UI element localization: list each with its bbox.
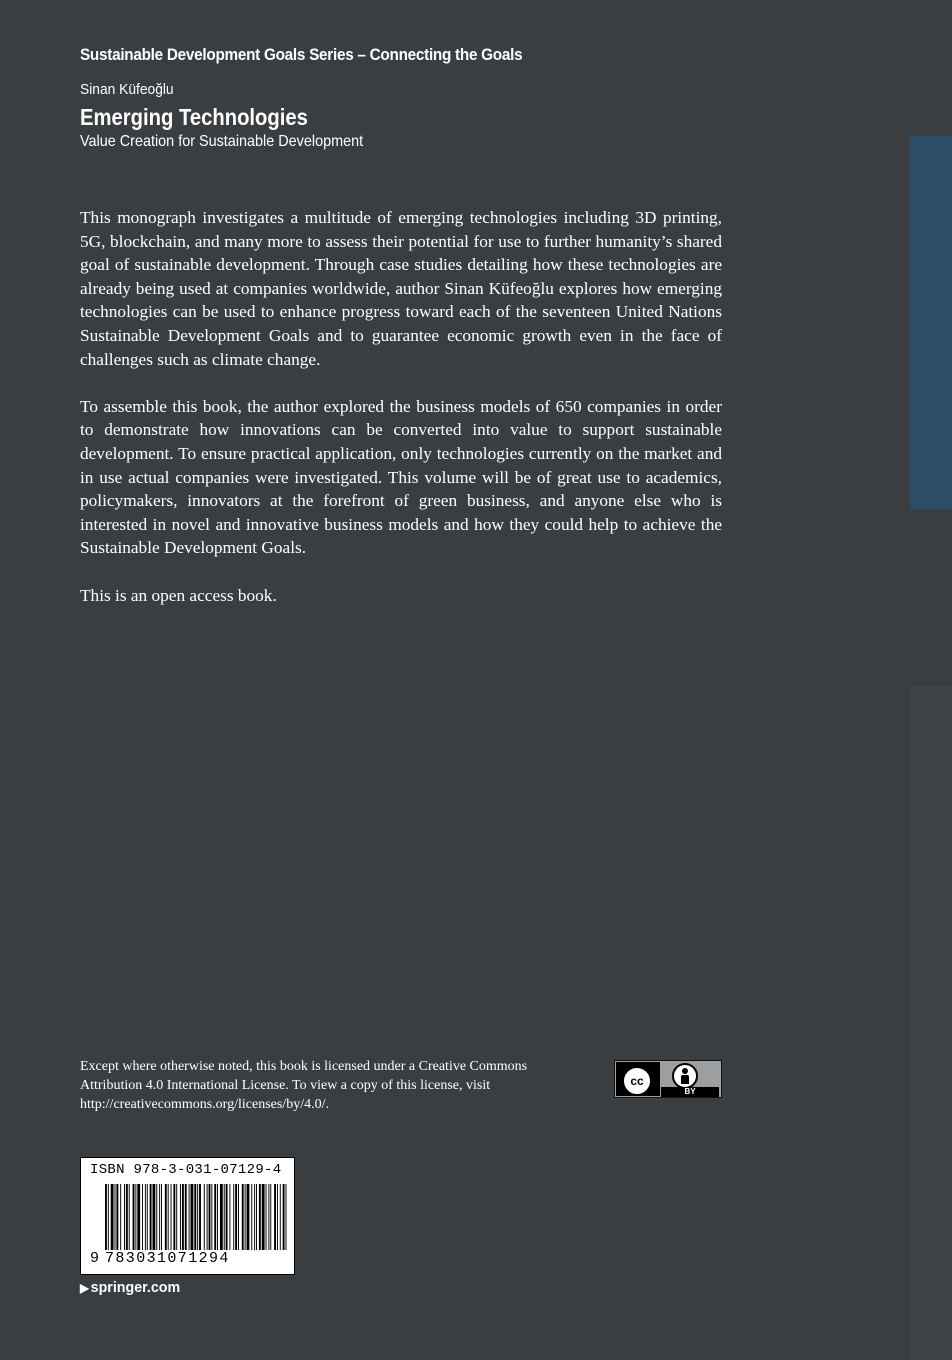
barcode-stripe [242,1184,244,1250]
barcode-stripe [115,1184,116,1250]
blurb-paragraph-3: This is an open access book. [80,585,277,605]
barcode-stripe [233,1184,234,1250]
barcode-stripe [124,1184,125,1250]
license-notice: Except where otherwise noted, this book is licensed under a Creative Commons Attribution 4.0 International License. To view a copy of this license, visit http://creativecommons.org/licenses/by/4.0/. [80,1059,528,1112]
barcode-stripe [120,1184,121,1250]
barcode-stripe [262,1184,265,1250]
barcode-stripe [286,1184,287,1250]
book-subtitle: Value Creation for Sustainable Development [80,133,364,150]
publisher-link-text: springer.com [90,1279,181,1296]
barcode-stripe [274,1184,276,1250]
barcode-stripe [129,1184,130,1250]
barcode-stripe [137,1184,140,1250]
barcode-stripe [116,1184,118,1250]
barcode-stripe [165,1184,167,1250]
barcode-stripe [189,1184,190,1250]
blurb-paragraph-1: This monograph investigates a multitude of emerging technologies including 3D printing, 5G, blockchain, and many more to assess their potential for use to further humanity’s shared goal of sustainable development. Through case studies detailing how these technologies are already being used at companies worldwide, author Sinan Küfeoğlu explores how emerging technologies can be used to enhance progress toward each of the seventeen United Nations Sustainable Development Goals and to guarantee economic growth even in the face of challenges such as climate change. [80,208,722,369]
spine-lower-band [910,686,952,1360]
barcode-stripe [147,1184,148,1250]
barcode-stripe [245,1184,246,1250]
cc-logo-icon: cc [622,1066,652,1096]
barcode-stripe [217,1184,218,1250]
barcode-stripe [204,1184,205,1250]
barcode-stripe [182,1184,184,1250]
barcode-stripe [268,1184,269,1250]
cc-badge-left-panel [616,1062,660,1096]
isbn-barcode [80,1157,295,1275]
barcode-stripe [280,1184,281,1250]
cover-header [80,45,730,151]
barcode-stripe [247,1184,250,1250]
barcode-stripe [266,1184,267,1250]
barcode-stripe [207,1184,208,1250]
series-title: Sustainable Development Goals Series – Connecting the Goals [80,45,523,64]
barcode-stripe [142,1184,143,1250]
play-arrow-icon: ▶ [80,1281,89,1295]
barcode-stripe [135,1184,136,1250]
barcode-stripe [159,1184,160,1250]
barcode-stripe [220,1184,223,1250]
barcode-stripe [108,1184,109,1250]
barcode-stripe [259,1184,261,1250]
book-title: Emerging Technologies [80,104,308,130]
attribution-person-icon [672,1063,698,1089]
barcode-stripe [161,1184,162,1250]
barcode-stripe [153,1184,156,1250]
barcode-stripe [150,1184,152,1250]
barcode-stripe [226,1184,228,1250]
blurb-paragraph-2: To assemble this book, the author explored the business models of 650 companies in order to demonstrate how innovations can be converted into value to support sustainable development. To ensure practical application, only technologies currently on the market and in use actual companies were investigated. This volume will be of great use to academics, policymakers, innovators at the forefront of green business, and anyone else who is interested in novel and innovative business models and how they could help to achieve the Sustainable Development Goals. [80,396,722,558]
barcode-stripe [238,1184,239,1250]
barcode-stripe [277,1184,278,1250]
author-name: Sinan Küfeoğlu [80,81,174,98]
publisher-link[interactable] [80,1279,180,1296]
barcode-stripe [176,1184,177,1250]
isbn-label: ISBN 978-3-031-07129-4 [90,1162,282,1178]
barcode-stripe [229,1184,230,1250]
barcode-stripe [126,1184,128,1250]
barcode-stripe [256,1184,257,1250]
barcode-stripe [270,1184,271,1250]
barcode-stripe [191,1184,194,1250]
barcode-stripe [251,1184,252,1250]
barcode-stripe [173,1184,175,1250]
barcode-stripe [185,1184,187,1250]
barcode-stripe [197,1184,198,1250]
barcode-stripe [199,1184,201,1250]
blurb [80,206,722,631]
barcode-stripe [209,1184,211,1250]
barcode-stripe [224,1184,225,1250]
barcode-stripe [133,1184,135,1250]
barcode-stripe [254,1184,255,1250]
barcode-stripe [105,1184,107,1250]
barcode-first-digit: 9 [90,1250,100,1267]
barcode-stripe [214,1184,216,1250]
barcode-digits: 783031071294 [105,1250,230,1267]
barcode-stripe [283,1184,285,1250]
cc-by-label: BY [661,1087,719,1097]
barcode-stripe [180,1184,181,1250]
spine-accent-band [910,136,952,510]
barcode-stripe [171,1184,172,1250]
cc-by-license-badge[interactable] [614,1060,722,1098]
barcode-stripe [156,1184,157,1250]
barcode-stripe [235,1184,237,1250]
barcode-bars-icon [105,1184,287,1250]
barcode-stripe [211,1184,212,1250]
barcode-stripe [111,1184,114,1250]
barcode-stripe [145,1184,146,1250]
barcode-stripe [168,1184,169,1250]
barcode-stripe [194,1184,196,1250]
